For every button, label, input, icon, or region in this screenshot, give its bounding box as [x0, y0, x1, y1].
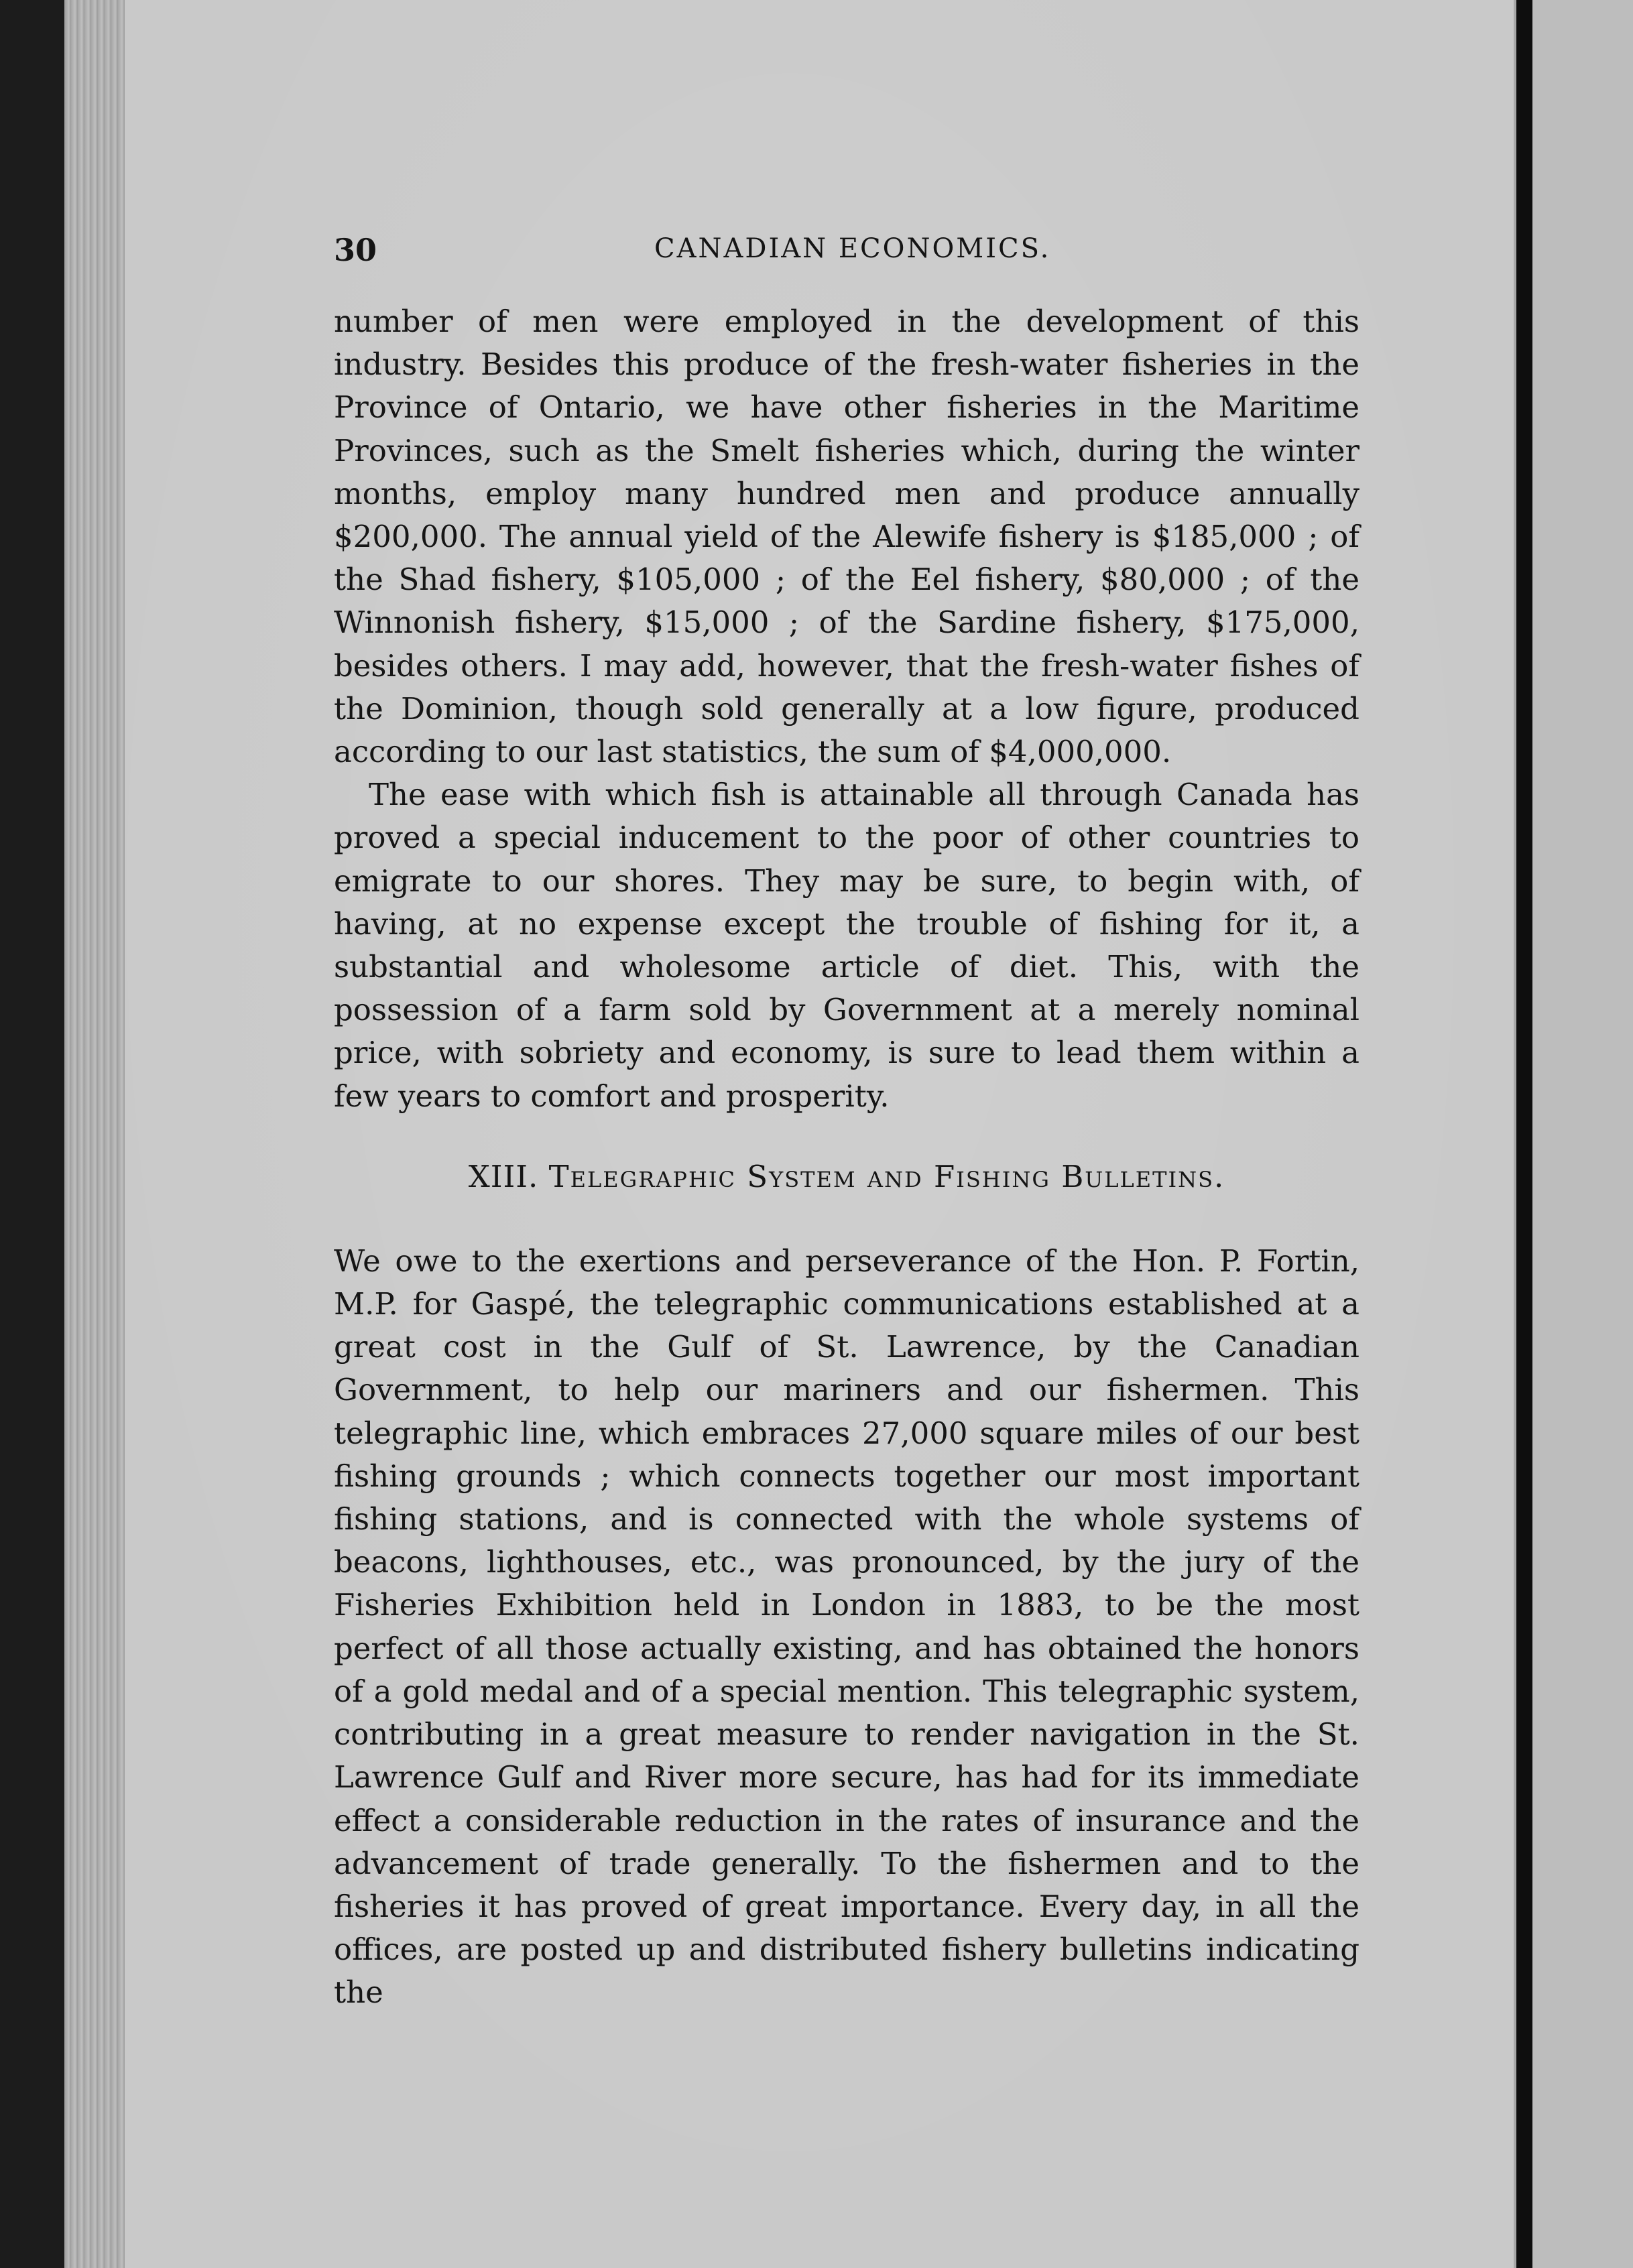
running-head [334, 232, 1353, 279]
section-body-text: to the exertions and perseverance of the Hon. P. Fortin, M.P. for Gaspé, the telegraphic communications established at a great cost in the Gulf of St. Lawrence, by the Canadian Government, to help our mariners and our fishermen. This telegraphic line, which embraces 27,000 square miles of our best fishing grounds ; which connects together our most important fishing stations, and is connected with the whole systems of beacons, lighthouses, etc., was pronounced, by the jury of the Fisheries Exhibition held in London in 1883, to be the most perfect of all those actually existing, and has obtained the honors of a gold medal and of a special mention. This telegraphic system, contributing in a great measure to render navigation in the St. Lawrence Gulf and River more secure, has had for its immediate effect a considerable reduction in the rates of insurance and the advancement of trade generally. To the fishermen and to the fisheries it has proved of great importance. Every day, in all the offices, are posted up and distributed fishery bulletins indicating the [334, 1243, 1360, 2011]
section-paragraph [334, 1240, 1359, 2015]
running-title: CANADIAN ECONOMICS. [654, 233, 1051, 264]
adjacent-page-edge [1532, 0, 1633, 2268]
section-title: Telegraphic System and Fishing Bulletins. [548, 1158, 1225, 1194]
section-number: XIII. [468, 1158, 539, 1194]
binding-gutter [1516, 0, 1532, 2268]
body-text [334, 300, 1359, 2015]
section-lead-words: We owe [334, 1243, 459, 1279]
section-heading [334, 1157, 1359, 1197]
page-number: 30 [334, 232, 377, 268]
paragraph-continued: number of men were employed in the development of this industry. Besides this produce of the fresh-water fisheries in the Province of Ontario, we have other fisheries in the Maritime Provinces, such as the Smelt fisheries which, during the winter months, employ many hundred men and produce annually $200,000. The annual yield of the Alewife fishery is $185,000 ; of the Shad fishery, $105,000 ; of the Eel fishery, $80,000 ; of the Winnonish fishery, $15,000 ; of the Sardine fishery, $175,000, besides others. I may add, however, that the fresh-water fishes of the Dominion, though sold generally at a low figure, produced according to our last statistics, the sum of $4,000,000. [334, 304, 1359, 770]
paragraph-emigration: The ease with which fish is attainable all through Canada has proved a special inducement to the poor of other countries to emigrate to our shores. They may be sure, to begin with, of having, at no expense except the trouble of fishing for it, a substantial and wholesome article of diet. This, with the possession of a farm sold by Government at a merely nominal price, with sobriety and economy, is sure to lead them within a few years to comfort and prosperity. [334, 777, 1359, 1114]
page-edge-stack [64, 0, 125, 2268]
